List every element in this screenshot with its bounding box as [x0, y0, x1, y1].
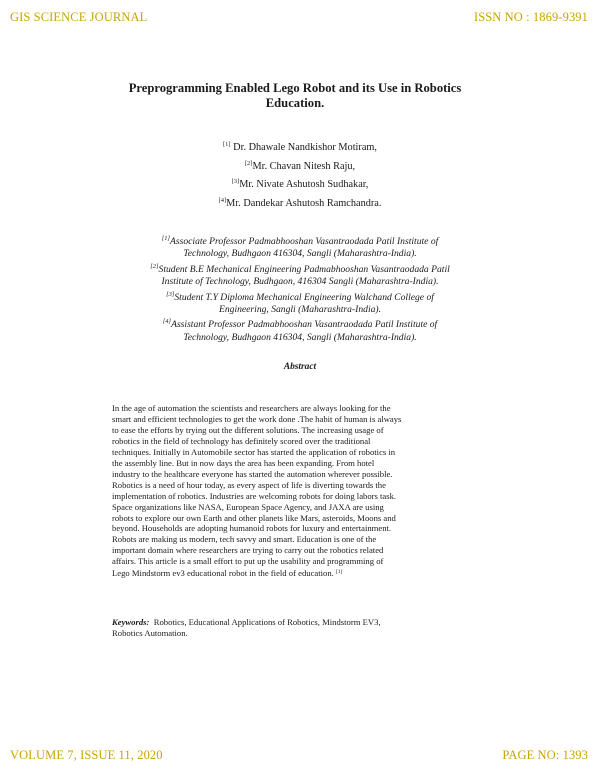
affiliations — [100, 233, 500, 344]
abstract-line: robotics in the field of technology has definitely scored over the traditional — [112, 435, 371, 446]
author-2 — [150, 156, 450, 175]
affiliation-text: Institute of Technology, Budhgaon, 416304 Sangli (Maharashtra-India). — [161, 276, 439, 288]
author-sup: [3] — [231, 178, 240, 185]
abstract-line: In the age of automation the scientists and researchers are always looking for the — [112, 403, 391, 413]
affiliation-sup: [4] — [162, 318, 172, 326]
abstract-line: implementation of robotics. Industries are welcoming robots for doing labors task. — [112, 490, 397, 501]
keywords-line: Robotics Automation. — [112, 628, 188, 638]
title-line: Preprogramming Enabled Lego Robot and its Use in Robotics — [128, 81, 462, 95]
citation-ref: [1] — [335, 569, 343, 576]
keywords — [112, 617, 490, 639]
paper-title — [110, 81, 480, 111]
abstract-heading: Abstract — [283, 362, 317, 372]
affiliation-line — [100, 304, 500, 316]
affiliation-text: Assistant Professor Padmabhooshan Vasantraodada Patil Institute of — [171, 319, 438, 331]
abstract-line: beyond. Households are adopting humanoid robots for luxury and entertainment. — [112, 523, 392, 534]
abstract-line: important domain where researchers are trying to carry out the robotics related — [112, 545, 384, 556]
affiliation-sup: [3] — [166, 290, 175, 298]
keywords-colon: : — [146, 617, 150, 627]
abstract-line: robots to explore our own Earth and other planets like Mars, asteroids, Moons and — [112, 512, 396, 523]
keywords-line — [112, 617, 490, 628]
affiliation-line — [100, 316, 500, 331]
issn-number: ISSN NO : 1869-9391 — [473, 10, 588, 24]
abstract-line: Space organizations like NASA, European Space Agency, and JAXA are using — [112, 501, 384, 512]
title-line: Education. — [265, 96, 325, 110]
author-1 — [150, 137, 450, 156]
abstract-line: to ease the efforts by trying out the different solutions. The increasing usage of — [112, 424, 384, 435]
affiliation-line — [100, 276, 500, 288]
affiliation-line — [100, 261, 500, 276]
abstract-line: smart and efficient technologies to get the work done .The habit of human is always — [112, 413, 402, 424]
affiliation-sup: [2] — [150, 262, 159, 270]
volume-issue: VOLUME 7, ISSUE 11, 2020 — [10, 748, 163, 762]
page-number: PAGE NO: 1393 — [502, 748, 588, 762]
abstract-line: Robotics is a need of hour today, as every aspect of life is diverting towards the — [112, 479, 386, 490]
author-name: Mr. Nivate Ashutosh Sudhakar, — [239, 179, 369, 190]
affiliation-text: Technology, Budhgaon 416304, Sangli (Maharashtra-India). — [183, 331, 417, 343]
abstract-body — [112, 403, 490, 579]
keywords-label: Keywords — [112, 617, 147, 627]
abstract-line: techniques. Initially in Automobile sector has started the application of robotics in — [112, 446, 396, 457]
author-list — [150, 137, 450, 211]
affiliation-line — [100, 332, 500, 344]
affiliation-text: Student T.Y Diploma Mechanical Engineering Walchand College of — [174, 291, 434, 303]
author-sup: [4] — [218, 196, 227, 204]
affiliation-text: Technology, Budhgaon 416304, Sangli (Maharashtra-India). — [183, 248, 417, 260]
author-4 — [150, 193, 450, 212]
abstract-line — [112, 567, 490, 579]
author-name: Mr. Dandekar Ashutosh Ramchandra. — [226, 197, 382, 209]
affiliation-line — [100, 289, 500, 304]
affiliation-line — [100, 233, 500, 248]
abstract-line: industry to the healthcare everyone has started the automation wherever possible. — [112, 468, 393, 479]
author-3 — [150, 174, 450, 193]
keywords-text: Robotics, Educational Applications of Robotics, Mindstorm EV3, — [149, 617, 381, 627]
affiliation-text: Student B.E Mechanical Engineering Padmabhooshan Vasantraodada Patil — [158, 263, 450, 275]
author-name: Dr. Dhawale Nandkishor Motiram, — [230, 142, 377, 153]
author-sup: [1] — [222, 141, 231, 148]
journal-name: GIS SCIENCE JOURNAL — [10, 10, 148, 24]
affiliation-text: Engineering, Sangli (Maharashtra-India). — [218, 304, 381, 316]
abstract-line: affairs. This article is a small effort to put up the usability and programming of — [112, 556, 384, 567]
affiliation-line — [100, 248, 500, 260]
abstract-line: the assembly line. But in now days the area has been expanding. From hotel — [112, 457, 375, 468]
abstract-line: Robots are making us modern, tech savvy and smart. Education is one of the — [112, 534, 377, 545]
author-sup: [2] — [244, 159, 253, 167]
affiliation-text: Associate Professor Padmabhooshan Vasantraodada Patil Institute of — [170, 236, 439, 247]
affiliation-sup: [1] — [161, 235, 171, 242]
author-name: Mr. Chavan Nitesh Raju, — [252, 160, 356, 172]
abstract-last-text: Lego Mindstorm ev3 educational robot in the field of education. — [112, 568, 336, 579]
